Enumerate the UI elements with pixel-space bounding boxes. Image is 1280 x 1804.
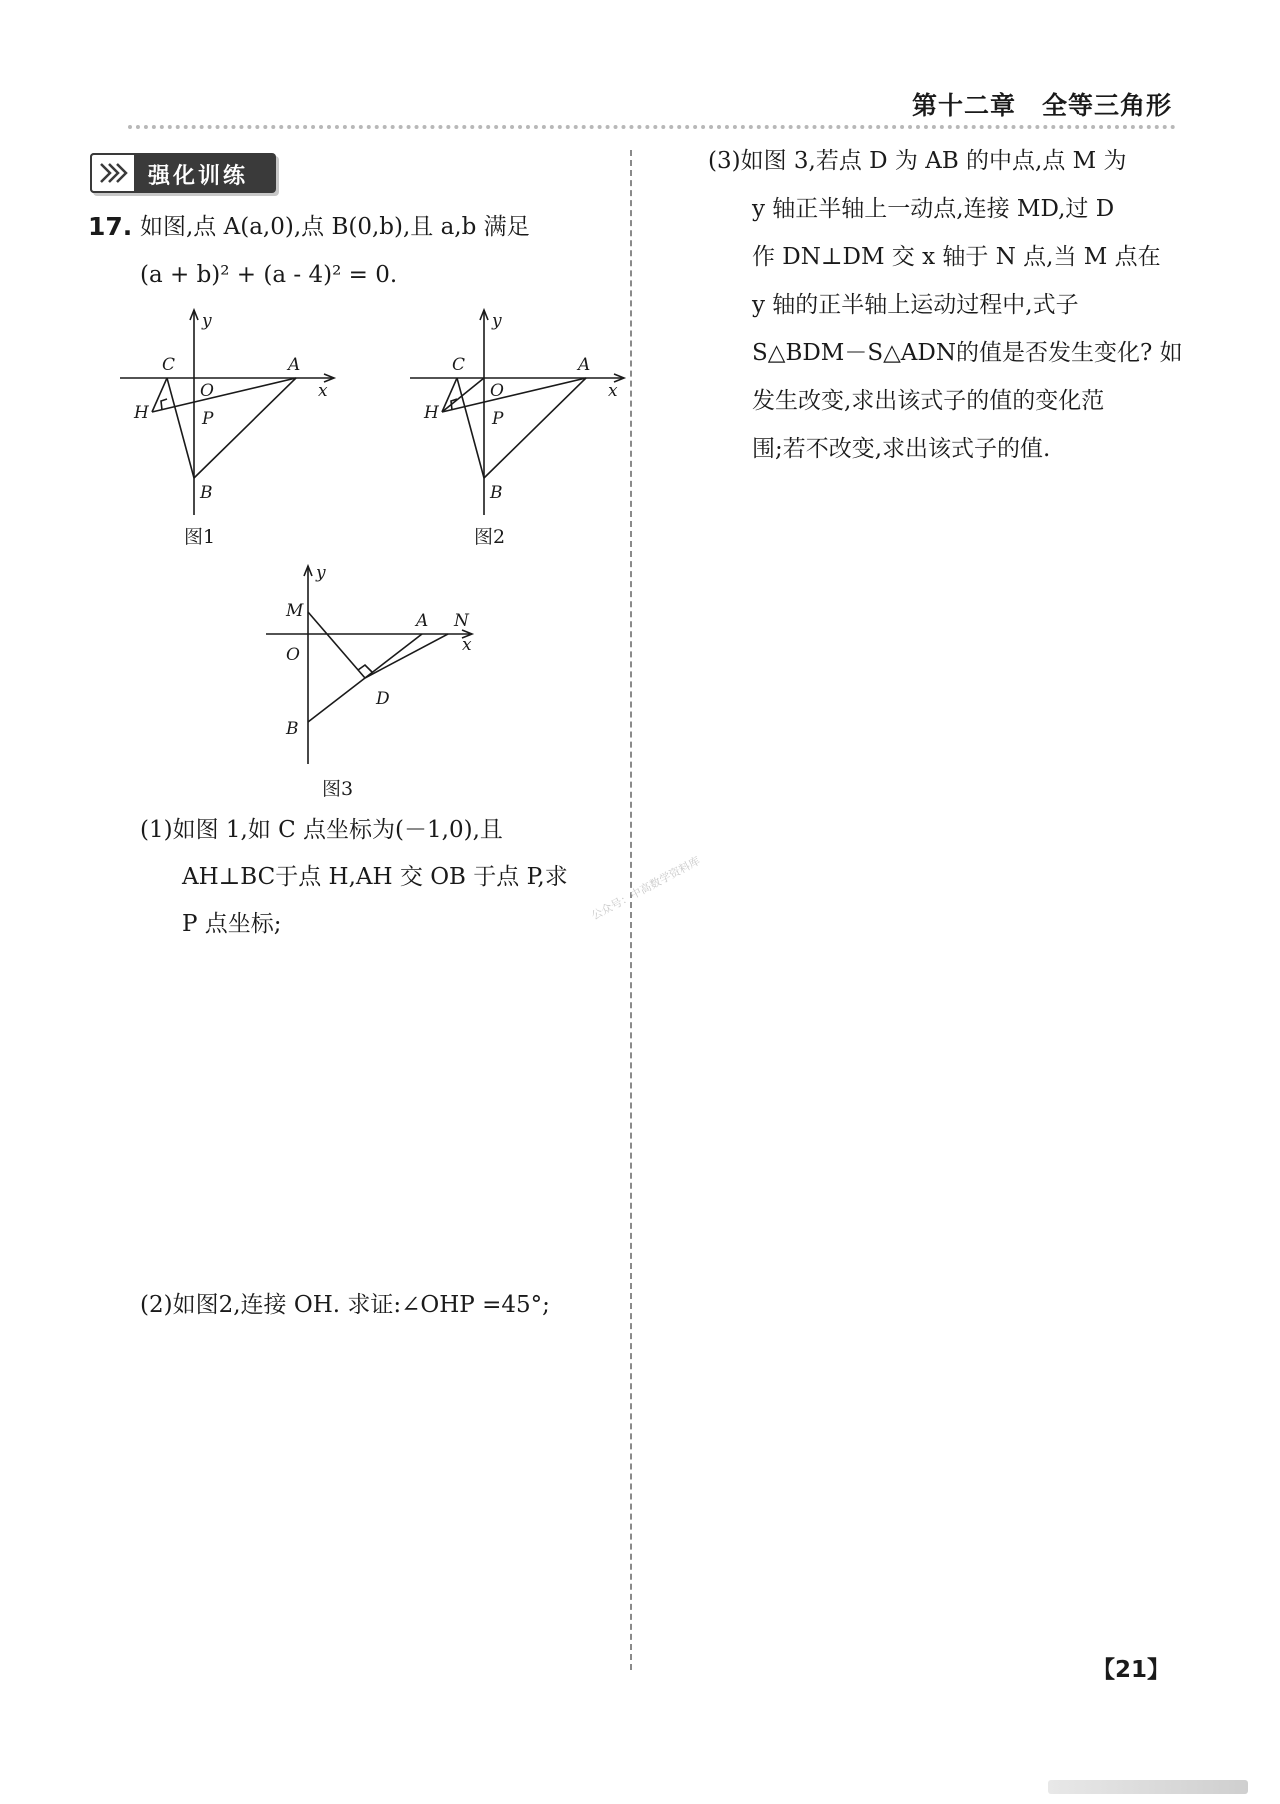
- fig1-caption: 图1: [184, 526, 216, 548]
- fig2-label-c: C: [452, 355, 466, 375]
- part3-line6: 发生改变,求出该式子的值的变化范: [752, 388, 1105, 414]
- fig2-caption: 图2: [474, 526, 506, 548]
- fig1-label-y: y: [202, 311, 212, 331]
- fig1-label-p: P: [202, 409, 214, 429]
- fig2-label-h: H: [424, 403, 439, 423]
- figure-3: [258, 560, 488, 770]
- part3-line3: 作 DN⊥DM 交 x 轴于 N 点,当 M 点在: [752, 244, 1161, 270]
- part3-line4: y 轴的正半轴上运动过程中,式子: [752, 292, 1079, 318]
- part1-line3: P 点坐标;: [182, 911, 282, 937]
- part3-line1: (3)如图 3,若点 D 为 AB 的中点,点 M 为: [708, 148, 1127, 174]
- header-dotted-divider: [128, 125, 1176, 129]
- page-number: 【21】: [1092, 1657, 1171, 1683]
- fig3-label-n: N: [454, 611, 469, 631]
- fig2-label-x: x: [608, 381, 618, 401]
- fig3-label-x: x: [462, 635, 472, 655]
- part1-line1: (1)如图 1,如 C 点坐标为(－1,0),且: [140, 817, 503, 843]
- figure-1: [110, 300, 350, 520]
- part2-line1: (2)如图2,连接 OH. 求证:∠OHP =45°;: [140, 1292, 550, 1318]
- scroll-indicator-bar: [1048, 1780, 1248, 1794]
- fig2-label-a: A: [578, 355, 591, 375]
- double-chevron-icon: [90, 153, 136, 193]
- fig3-label-d: D: [376, 689, 390, 709]
- part3-line5: S△BDM－S△ADN的值是否发生变化? 如: [752, 340, 1183, 366]
- part3-line7: 围;若不改变,求出该式子的值.: [752, 436, 1051, 462]
- fig2-label-b: B: [490, 483, 503, 503]
- fig1-label-b: B: [200, 483, 213, 503]
- part1-line2: AH⊥BC于点 H,AH 交 OB 于点 P,求: [182, 864, 568, 890]
- fig2-label-y: y: [492, 311, 502, 331]
- section-badge-label: 强化训练: [148, 164, 249, 189]
- watermark: 公众号：中高数学资料库: [589, 854, 703, 923]
- fig1-label-h: H: [134, 403, 149, 423]
- fig3-label-y: y: [316, 563, 326, 583]
- section-badge: [90, 153, 276, 193]
- fig3-caption: 图3: [322, 778, 354, 800]
- fig3-label-b: B: [286, 719, 299, 739]
- fig1-label-c: C: [162, 355, 176, 375]
- fig2-label-o: O: [490, 381, 504, 401]
- figure-2: [400, 300, 640, 520]
- fig3-label-a: A: [416, 611, 429, 631]
- fig1-label-x: x: [318, 381, 328, 401]
- question-stem-line2: (a + b)² + (a - 4)² = 0.: [140, 262, 398, 288]
- chapter-title: 第十二章 全等三角形: [911, 91, 1172, 120]
- fig1-label-a: A: [288, 355, 301, 375]
- fig3-label-m: M: [286, 601, 304, 621]
- fig1-label-o: O: [200, 381, 214, 401]
- question-stem-line1: 如图,点 A(a,0),点 B(0,b),且 a,b 满足: [140, 214, 530, 240]
- question-number: 17.: [88, 212, 133, 241]
- part3-line2: y 轴正半轴上一动点,连接 MD,过 D: [752, 196, 1115, 222]
- fig2-label-p: P: [492, 409, 504, 429]
- fig3-label-o: O: [286, 645, 300, 665]
